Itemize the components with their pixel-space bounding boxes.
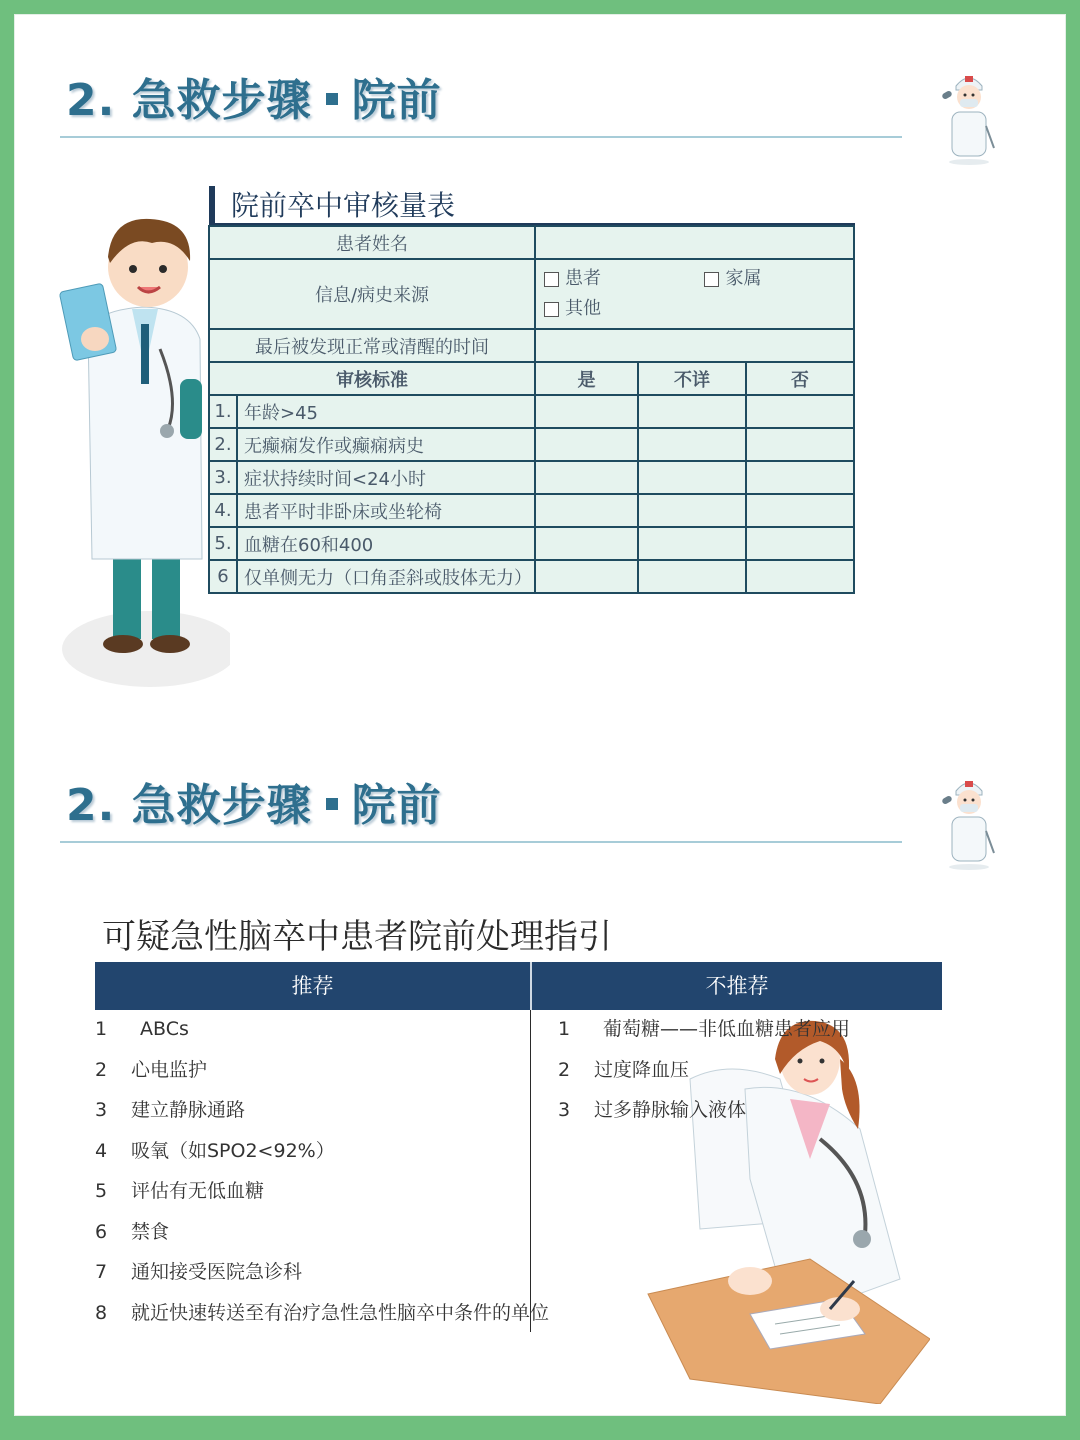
unknown-cell[interactable] [638,428,746,461]
table-row [209,560,854,593]
criteria-text: 年龄>45 [237,395,535,428]
section1-heading [66,64,442,128]
unknown-cell[interactable] [638,560,746,593]
nurse-illustration-icon [934,771,1004,871]
item-number: 1 [95,1018,108,1040]
item-number: 4 [95,1139,108,1162]
table-row [209,395,854,428]
criteria-num: 2. [209,428,237,461]
yes-cell[interactable] [535,494,638,527]
not-recommended-header: 不推荐 [705,974,769,998]
item-number: 8 [95,1301,108,1324]
item-number: 2 [95,1058,108,1081]
no-cell[interactable] [746,494,854,527]
recommended-header: 推荐 [291,974,334,998]
male-doctor-illustration-icon [40,199,230,689]
criteria-text: 无癫痫发作或癫痫病史 [237,428,535,461]
item-text: 就近快速转送至有治疗急性急性脑卒中条件的单位 [131,1301,550,1324]
no-cell[interactable] [746,560,854,593]
unknown-cell[interactable] [638,494,746,527]
unknown-cell[interactable] [638,527,746,560]
list-item [95,1009,549,1050]
option-family-label: 家属 [725,268,762,289]
item-number: 6 [95,1220,108,1243]
yes-cell[interactable] [535,560,638,593]
patient-checkbox[interactable] [544,272,559,287]
yes-cell[interactable] [535,428,638,461]
info-source-options [535,259,854,329]
family-checkbox[interactable] [704,272,719,287]
guide-title: 可疑急性脑卒中患者院前处理指引 [102,917,612,957]
item-text: 评估有无低血糖 [131,1180,265,1202]
item-text: 心电监护 [131,1058,208,1081]
criteria-num: 1. [209,395,237,428]
item-text: ABCs [140,1018,189,1040]
criteria-num: 4. [209,494,237,527]
item-number: 3 [558,1099,571,1121]
list-item [95,1252,549,1293]
table-row [209,461,854,494]
option-other-label: 其他 [565,298,601,319]
table-row [209,259,854,329]
yes-cell[interactable] [535,461,638,494]
yes-cell[interactable] [535,395,638,428]
recommended-list [95,1009,549,1333]
item-text: 吸氧（如SPO2<92%） [131,1139,335,1162]
item-text: 建立静脉通路 [131,1099,246,1121]
item-text: 禁食 [131,1220,170,1243]
square-bullet-icon [326,93,338,105]
list-item [558,1090,850,1131]
col-yes-header: 是 [535,362,638,395]
not-recommended-list [558,1009,850,1131]
no-cell[interactable] [746,428,854,461]
item-number: 3 [95,1099,108,1121]
table-row [209,226,854,259]
table-header-row [209,362,854,395]
item-number: 5 [95,1180,108,1202]
list-item [95,1050,549,1091]
heading-rule [60,136,902,138]
page [14,14,1066,1416]
item-number: 7 [95,1261,108,1283]
table-row [209,527,854,560]
list-item [558,1009,850,1050]
col-no-header: 否 [746,362,854,395]
list-item [95,1090,549,1131]
criteria-num: 6 [209,560,237,593]
section2-heading [66,769,442,833]
no-cell[interactable] [746,527,854,560]
criteria-num: 3. [209,461,237,494]
table-row [209,494,854,527]
guide-table-header [95,962,942,1010]
heading-prefix: 2. 急救步骤 [66,780,312,831]
patient-name-label: 患者姓名 [209,226,535,259]
yes-cell[interactable] [535,527,638,560]
heading-prefix: 2. 急救步骤 [66,75,312,126]
list-item [95,1171,549,1212]
heading-suffix: 院前 [351,780,442,831]
item-text: 通知接受医院急诊科 [131,1261,303,1283]
list-item [558,1050,850,1091]
no-cell[interactable] [746,461,854,494]
criteria-text: 症状持续时间<24小时 [237,461,535,494]
item-number: 1 [558,1018,571,1040]
audit-table-title: 院前卒中审核量表 [209,186,455,226]
last-normal-label: 最后被发现正常或清醒的时间 [209,329,535,362]
section-audit-scale [14,14,1066,714]
table-row [209,428,854,461]
col-unknown-header: 不详 [638,362,746,395]
other-checkbox[interactable] [544,302,559,317]
info-source-label: 信息/病史来源 [209,259,535,329]
list-item [95,1293,549,1334]
no-cell[interactable] [746,395,854,428]
unknown-cell[interactable] [638,395,746,428]
criteria-text: 患者平时非卧床或坐轮椅 [237,494,535,527]
list-item [95,1212,549,1253]
heading-rule [60,841,902,843]
last-normal-field[interactable] [535,329,854,362]
criteria-text: 血糖在60和400 [237,527,535,560]
item-text: 过多静脉输入液体 [594,1099,747,1121]
criteria-text: 仅单侧无力（口角歪斜或肢体无力） [237,560,535,593]
table-row [209,329,854,362]
item-text: 葡萄糖——非低血糖患者应用 [603,1018,851,1040]
criteria-num: 5. [209,527,237,560]
unknown-cell[interactable] [638,461,746,494]
section-prehospital-guide [14,719,1066,1416]
criteria-header: 审核标准 [209,362,535,395]
option-patient-label: 患者 [565,268,601,289]
heading-suffix: 院前 [351,75,442,126]
square-bullet-icon [326,798,338,810]
item-number: 2 [558,1058,571,1081]
list-item [95,1131,549,1172]
item-text: 过度降血压 [594,1058,690,1081]
audit-table [208,225,855,594]
nurse-illustration-icon [934,66,1004,166]
patient-name-field[interactable] [535,226,854,259]
